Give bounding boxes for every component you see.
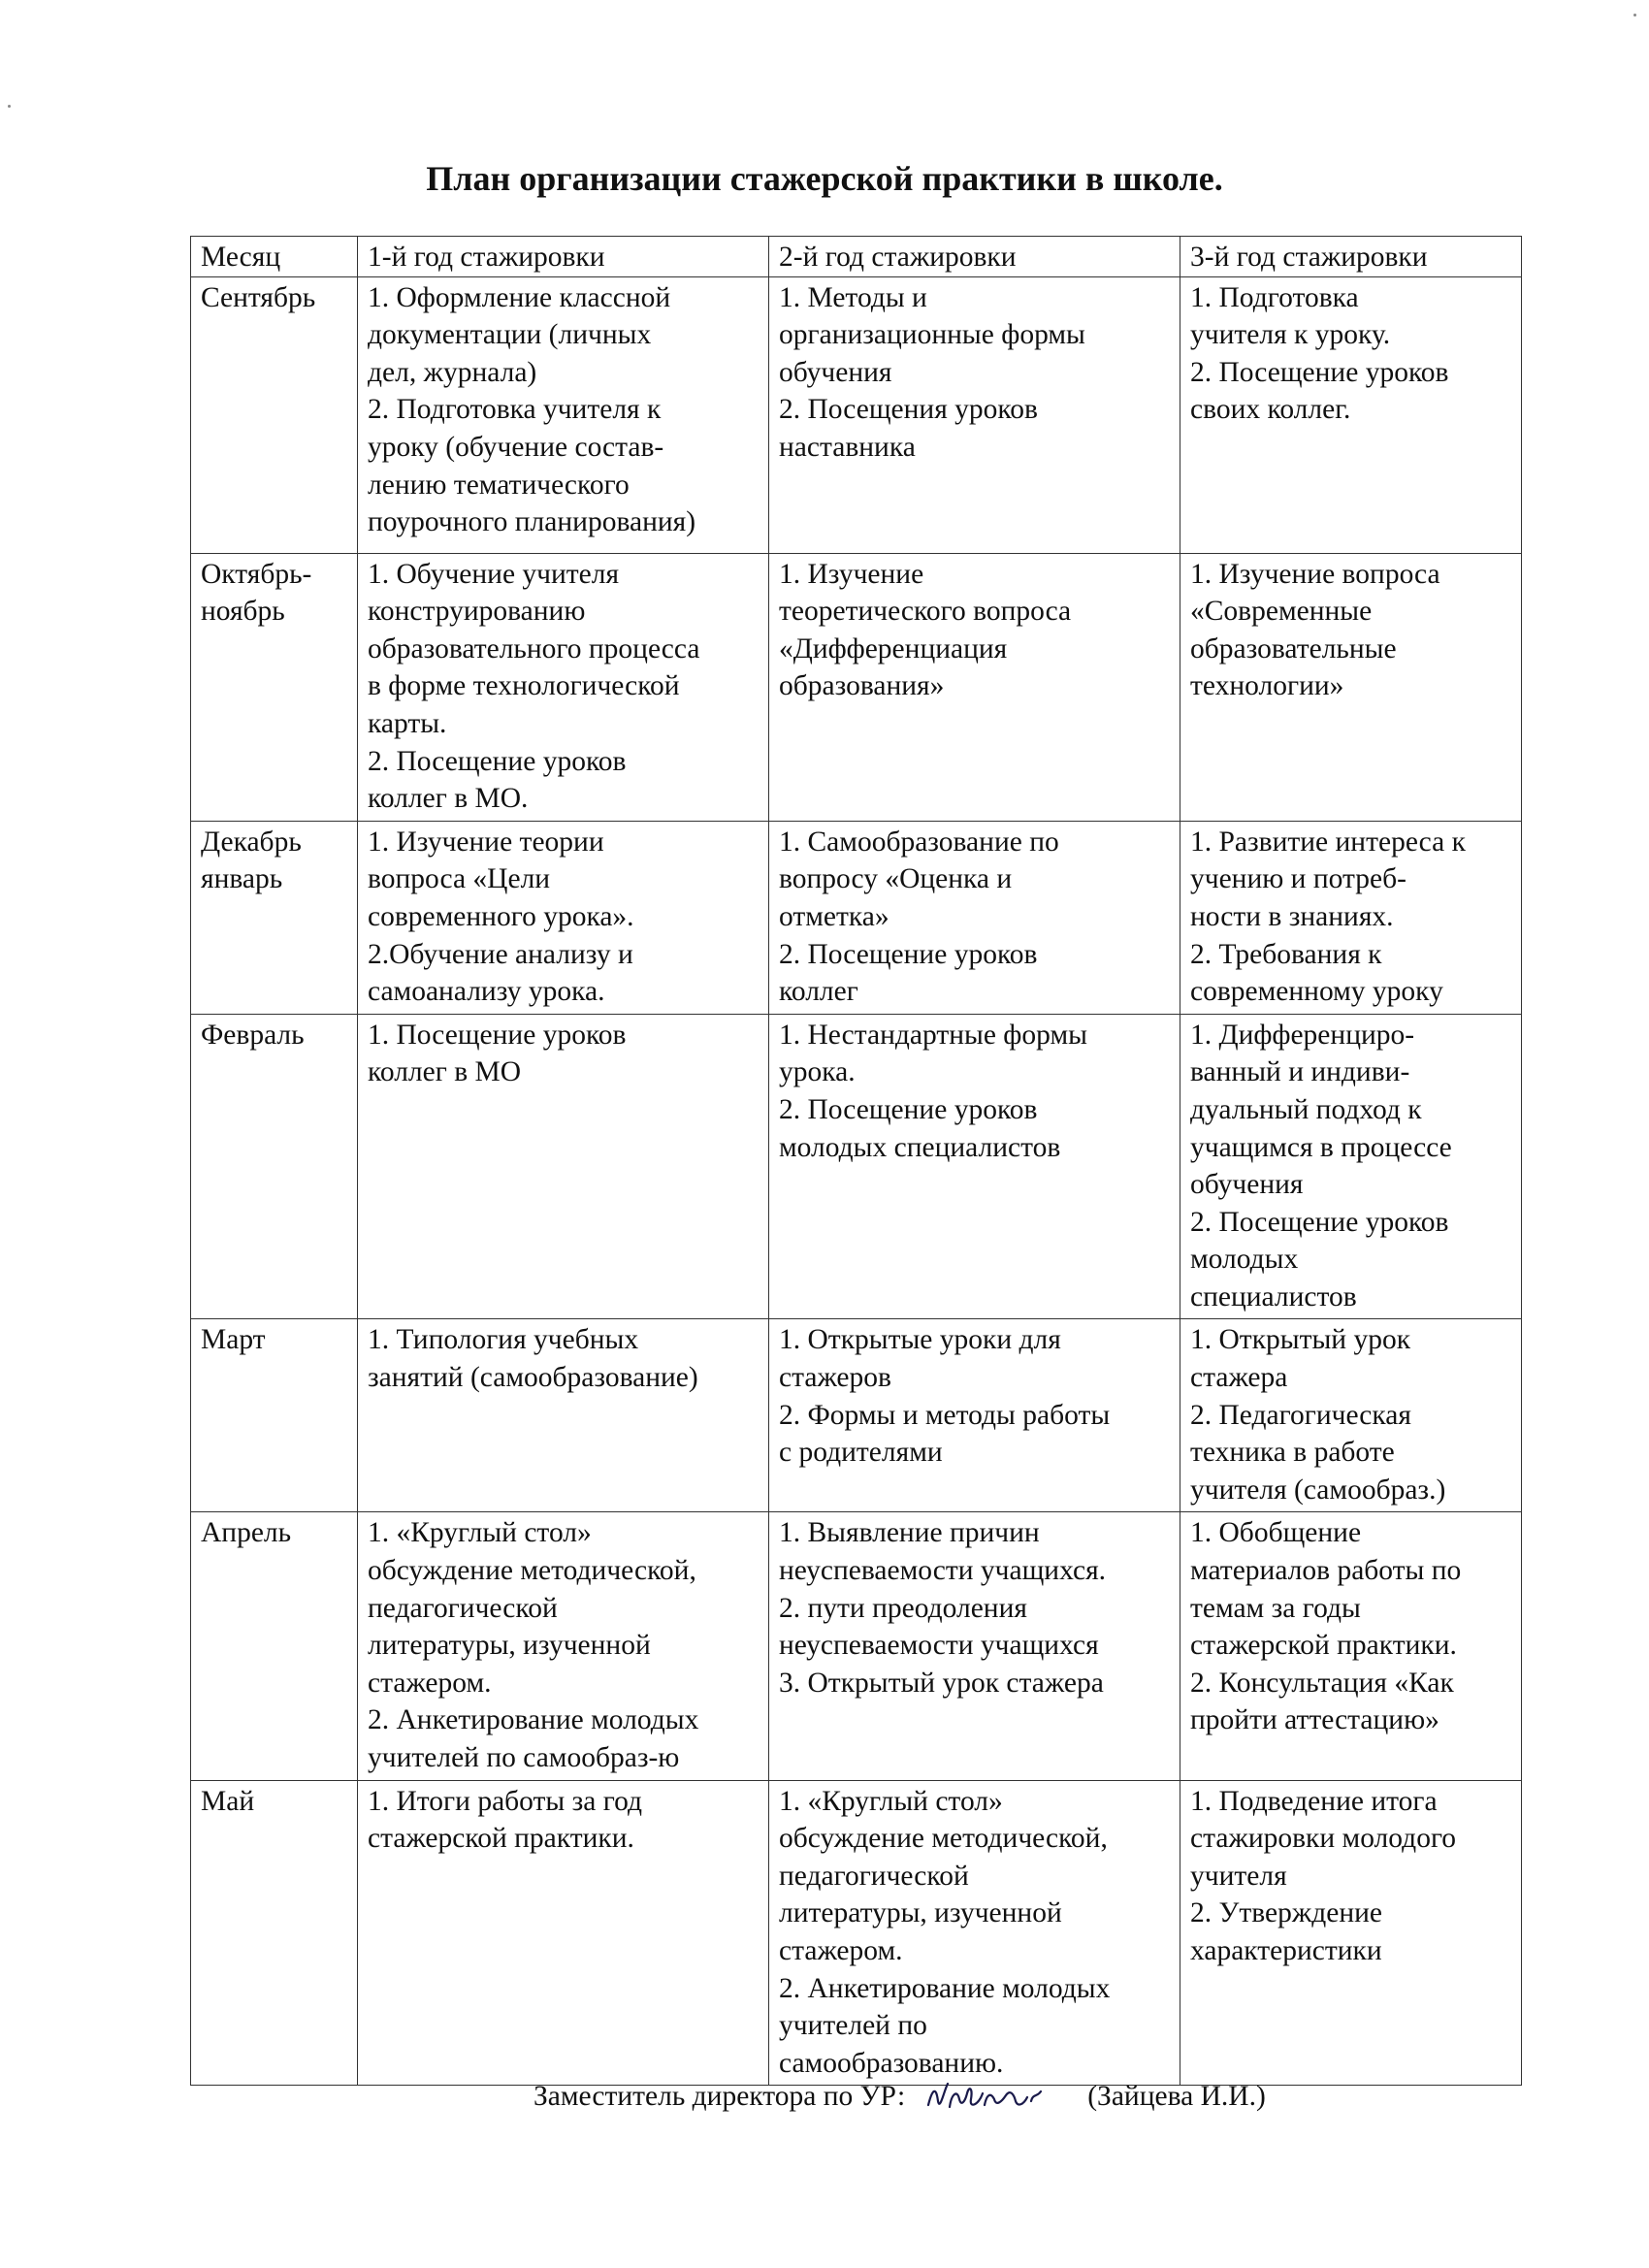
cell-year-2 — [769, 1014, 1180, 1319]
cell-text-line: коллег в МО. — [368, 783, 529, 815]
cell-text-line: Февраль — [201, 1019, 305, 1051]
cell-text-line: в форме технологической — [368, 670, 680, 702]
cell-text-line: обучения — [1190, 1169, 1304, 1201]
cell-year-3 — [1180, 1014, 1522, 1319]
internship-plan-table — [190, 236, 1522, 2086]
cell-year-2 — [769, 553, 1180, 821]
table-row — [191, 553, 1522, 821]
cell-year-2 — [769, 1780, 1180, 2086]
cell-text-line: 2. Требования к — [1190, 938, 1382, 970]
cell-text-line: 1. Выявление причин — [779, 1517, 1040, 1549]
cell-text-line: учащимся в процессе — [1190, 1131, 1452, 1163]
cell-text-line: техника в работе — [1190, 1437, 1395, 1469]
cell-year-1 — [358, 553, 769, 821]
cell-text-line: 3. Открытый урок стажера — [779, 1667, 1104, 1699]
cell-year-1 — [358, 1319, 769, 1512]
cell-year-2 — [769, 1319, 1180, 1512]
cell-text-line: 1. Изучение — [779, 558, 924, 590]
cell-text-line: характеристики — [1190, 1934, 1382, 1966]
cell-text-line: Декабрь — [201, 826, 302, 858]
cell-text-line: образования» — [779, 670, 945, 702]
cell-month — [191, 553, 358, 821]
cell-text-line: Апрель — [201, 1517, 292, 1549]
signature-name: (Зайцева И.И.) — [1087, 2080, 1266, 2112]
cell-text-line: «Дифференциация — [779, 632, 1008, 664]
cell-text-line: 1. «Круглый стол» — [779, 1785, 1003, 1817]
cell-month — [191, 1014, 358, 1319]
cell-text-line: организационные формы — [779, 319, 1085, 351]
cell-text-line: 1. Дифференциро- — [1190, 1019, 1415, 1051]
cell-text-line: своих коллег. — [1190, 394, 1351, 426]
cell-year-1 — [358, 821, 769, 1014]
cell-text-line: 2. Посещение уроков — [1190, 1206, 1449, 1238]
cell-text-line: Сентябрь — [201, 281, 316, 313]
cell-text-line: уроку (обучение состав- — [368, 431, 664, 463]
cell-text-line: неуспеваемости учащихся — [779, 1630, 1099, 1662]
cell-text-line: дел, журнала) — [368, 356, 537, 388]
cell-text-line: Март — [201, 1324, 266, 1356]
cell-text-line: теоретического вопроса — [779, 596, 1072, 628]
cell-text-line: 1. Открытые уроки для — [779, 1324, 1061, 1356]
cell-text-line: 1. Изучение теории — [368, 826, 604, 858]
cell-text-line: урока. — [779, 1056, 856, 1088]
cell-year-1 — [358, 276, 769, 553]
cell-text-line: 2. Формы и методы работы — [779, 1399, 1111, 1431]
cell-year-3 — [1180, 821, 1522, 1014]
cell-text-line: самообразованию. — [779, 2047, 1004, 2079]
cell-year-3 — [1180, 276, 1522, 553]
cell-text-line: 1. Итоги работы за год — [368, 1785, 643, 1817]
cell-text-line: 1. Развитие интереса к — [1190, 826, 1466, 858]
cell-text-line: учителей по — [779, 2010, 927, 2042]
cell-text-line: учителя (самообраз.) — [1190, 1474, 1446, 1506]
cell-text-line: 1. «Круглый стол» — [368, 1517, 592, 1549]
cell-text-line: 1. Оформление классной — [368, 281, 671, 313]
cell-month — [191, 1780, 358, 2086]
cell-text-line: 2. Утверждение — [1190, 1897, 1383, 1929]
cell-text-line: 1. Изучение вопроса — [1190, 558, 1440, 590]
cell-month — [191, 276, 358, 553]
cell-text-line: самоанализу урока. — [368, 976, 605, 1008]
table-row — [191, 1512, 1522, 1780]
cell-text-line: учителя к уроку. — [1190, 319, 1391, 351]
cell-text-line: 1. Типология учебных — [368, 1324, 639, 1356]
cell-text-line: стажерской практики. — [368, 1823, 634, 1855]
cell-text-line: 2. Подготовка учителя к — [368, 394, 662, 426]
cell-text-line: конструированию — [368, 596, 586, 628]
signature-position: Заместитель директора по УР: — [534, 2080, 906, 2112]
cell-text-line: карты. — [368, 707, 447, 739]
cell-text-line: лению тематического — [368, 469, 630, 501]
cell-text-line: «Современные — [1190, 596, 1373, 628]
table-header-row — [191, 237, 1522, 277]
cell-text-line: 2. Посещение уроков — [779, 1093, 1038, 1125]
header-year-1: 1-й год стажировки — [358, 237, 769, 277]
scan-speck — [1633, 14, 1636, 16]
cell-text-line: Май — [201, 1785, 255, 1817]
cell-text-line: вопросу «Оценка и — [779, 863, 1013, 895]
cell-month — [191, 1512, 358, 1780]
cell-text-line: педагогической — [368, 1592, 558, 1624]
cell-text-line: 2. Анкетирование молодых — [779, 1972, 1111, 2004]
cell-text-line: 1. Подведение итога — [1190, 1785, 1438, 1817]
cell-text-line: стажеров — [779, 1362, 891, 1394]
cell-text-line: отметка» — [779, 900, 889, 932]
table-row — [191, 821, 1522, 1014]
cell-text-line: учителя — [1190, 1860, 1287, 1892]
cell-year-1 — [358, 1512, 769, 1780]
cell-text-line: стажерской практики. — [1190, 1630, 1457, 1662]
cell-text-line: наставника — [779, 431, 916, 463]
cell-month — [191, 1319, 358, 1512]
table-body — [191, 276, 1522, 2086]
cell-text-line: специалистов — [1190, 1280, 1357, 1312]
cell-year-3 — [1180, 1319, 1522, 1512]
cell-text-line: молодых специалистов — [779, 1131, 1061, 1163]
cell-text-line: пройти аттестацию» — [1190, 1704, 1439, 1736]
cell-text-line: темам за годы — [1190, 1592, 1361, 1624]
table-row — [191, 276, 1522, 553]
cell-text-line: документации (личных — [368, 319, 652, 351]
cell-text-line: 2. Анкетирование молодых — [368, 1704, 699, 1736]
cell-text-line: стажером. — [779, 1934, 903, 1966]
cell-text-line: коллег в МО — [368, 1056, 522, 1088]
scan-speck — [8, 105, 11, 108]
cell-text-line: 1. Методы и — [779, 281, 927, 313]
cell-text-line: 1. Нестандартные формы — [779, 1019, 1087, 1051]
cell-text-line: Октябрь- — [201, 558, 312, 590]
cell-year-3 — [1180, 553, 1522, 821]
cell-text-line: образовательного процесса — [368, 632, 700, 664]
cell-text-line: материалов работы по — [1190, 1555, 1462, 1587]
cell-text-line: 1. Открытый урок — [1190, 1324, 1411, 1356]
cell-text-line: педагогической — [779, 1860, 969, 1892]
cell-year-2 — [769, 1512, 1180, 1780]
cell-text-line: ноябрь — [201, 596, 285, 628]
cell-year-1 — [358, 1014, 769, 1319]
cell-text-line: современному уроку — [1190, 976, 1443, 1008]
cell-year-2 — [769, 276, 1180, 553]
cell-year-1 — [358, 1780, 769, 2086]
cell-text-line: стажера — [1190, 1362, 1288, 1394]
cell-text-line: литературы, изученной — [779, 1897, 1062, 1929]
cell-text-line: январь — [201, 863, 283, 895]
cell-text-line: коллег — [779, 976, 858, 1008]
table-row — [191, 1014, 1522, 1319]
header-year-3: 3-й год стажировки — [1180, 237, 1522, 277]
signature-line — [534, 2072, 1266, 2121]
cell-text-line: 2. Консультация «Как — [1190, 1667, 1454, 1699]
cell-text-line: ванный и индиви- — [1190, 1056, 1410, 1088]
cell-text-line: поурочного планирования) — [368, 506, 696, 538]
cell-text-line: молодых — [1190, 1244, 1299, 1276]
cell-text-line: образовательные — [1190, 632, 1397, 664]
cell-text-line: литературы, изученной — [368, 1630, 651, 1662]
cell-text-line: с родителями — [779, 1437, 943, 1469]
table-row — [191, 1780, 1522, 2086]
cell-year-3 — [1180, 1512, 1522, 1780]
document-title: План организации стажерской практики в школе. — [426, 159, 1223, 198]
cell-text-line: современного урока». — [368, 900, 634, 932]
cell-text-line: 1. Подготовка — [1190, 281, 1359, 313]
cell-text-line: учителей по самообраз-ю — [368, 1742, 680, 1773]
cell-text-line: учению и потреб- — [1190, 863, 1406, 895]
cell-text-line: 1. Самообразование по — [779, 826, 1059, 858]
cell-text-line: 2. Посещение уроков — [368, 745, 627, 777]
cell-year-3 — [1180, 1780, 1522, 2086]
cell-text-line: обсуждение методической, — [779, 1823, 1108, 1855]
header-year-2: 2-й год стажировки — [769, 237, 1180, 277]
table-row — [191, 1319, 1522, 1512]
cell-text-line: 2. Посещение уроков — [779, 938, 1038, 970]
cell-text-line: 1. Посещение уроков — [368, 1019, 627, 1051]
cell-text-line: дуальный подход к — [1190, 1093, 1422, 1125]
cell-text-line: технологии» — [1190, 670, 1344, 702]
cell-text-line: 2. Посещения уроков — [779, 394, 1038, 426]
cell-month — [191, 821, 358, 1014]
cell-text-line: 1. Обучение учителя — [368, 558, 620, 590]
handwritten-signature — [922, 2072, 1049, 2121]
cell-text-line: 2.Обучение анализу и — [368, 938, 633, 970]
cell-text-line: обучения — [779, 356, 892, 388]
cell-text-line: занятий (самообразование) — [368, 1362, 698, 1394]
cell-text-line: стажировки молодого — [1190, 1823, 1457, 1855]
cell-text-line: стажером. — [368, 1667, 492, 1699]
cell-text-line: 2. пути преодоления — [779, 1592, 1027, 1624]
cell-year-2 — [769, 821, 1180, 1014]
cell-text-line: 2. Посещение уроков — [1190, 356, 1449, 388]
cell-text-line: вопроса «Цели — [368, 863, 551, 895]
cell-text-line: обсуждение методической, — [368, 1555, 696, 1587]
cell-text-line: неуспеваемости учащихся. — [779, 1555, 1107, 1587]
cell-text-line: 1. Обобщение — [1190, 1517, 1362, 1549]
header-month: Месяц — [191, 237, 358, 277]
cell-text-line: ности в знаниях. — [1190, 900, 1394, 932]
cell-text-line: 2. Педагогическая — [1190, 1399, 1411, 1431]
